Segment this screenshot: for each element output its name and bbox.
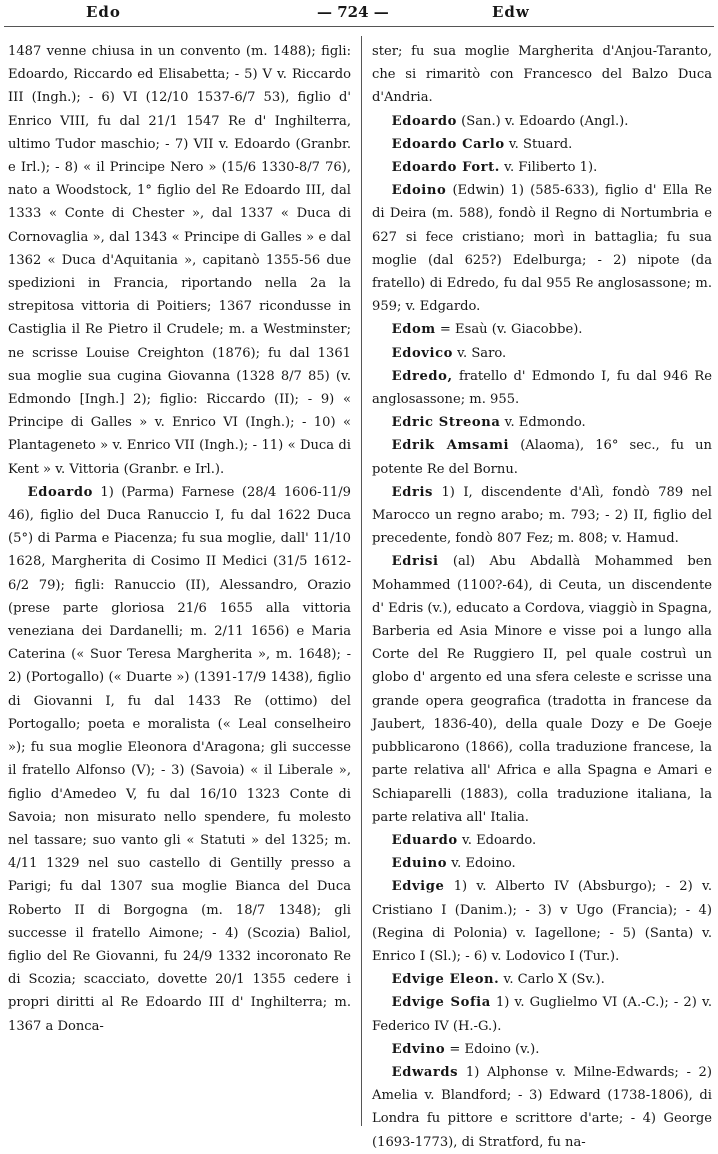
dictionary-entry (372, 411, 712, 434)
dictionary-entry (372, 875, 712, 968)
entry-headword: Edoardo Fort. (391, 160, 500, 176)
header-divider (4, 26, 714, 27)
entry-text: 1) v. Guglielmo VI (A.-C.); - 2) v. Federico IV (H.-G.). (372, 995, 712, 1034)
entry-headword: Edoardo (391, 113, 457, 129)
entry-text: v. Stuard. (504, 136, 573, 152)
entry-text: 1) v. Alberto IV (Absburgo); - 2) v. Cristiano I (Danim.); - 3) v Ugo (Francia); - 4) (Regina di Polonia) v. Iagellone; - 5) (Santa) v. Enrico I (Sl.); - 6) v. Lodovico I (Tur.). (372, 879, 712, 964)
entry-headword: Edvige Eleon. (391, 972, 500, 988)
dictionary-entry (372, 156, 712, 179)
entry-text: 1) I, discendente d'Alì, fondò 789 nel Marocco un regno arabo; m. 793; - 2) II, figlio del precedente, fondò 807 Fez; m. 808; v. Hamud. (372, 484, 712, 547)
entry-text: v. Edoino. (447, 856, 516, 872)
entry-text: 1487 venne chiusa in un convento (m. 1488); figli: Edoardo, Riccardo ed Elisabetta; - 5) V v. Riccardo III (Ingh.); - 6) VI (12/10 1537-6/7 53), figlio d' Enrico VIII, fu dal 21/1 1547 Re d' Inghilterra, ultimo Tudor maschio; - 7) VII v. Edoardo (Granbr. e Irl.); - 8) « il Principe Nero » (15/6 1330-8/7 76), nato a Woodstock, 1° figlio del Re Edoardo III, dal 1333 « Conte di Chester », dal 1337 « Duca di Cornovaglia », dal 1343 « Principe di Galles » e dal 1362 « Duca d'Aquitania », capitanò 1355-56 due spedizioni in Francia, riportando nella 2a la strepitosa vittoria di Poitiers; 1367 ricondusse in Castiglia il Re Pietro il Crudele; m. a Westminster; ne scrisse Louise Creighton (1876); fu dal 1361 sua moglie sua cugina Giovanna (1328 8/7 85) (v. Edmondo [Ingh.] 2); figlio: Riccardo (II); - 9) « Principe di Galles » v. Enrico VI (Ingh.); - 10) « Plantageneto » v. Enrico VII (Ingh.); - 11) « Duca di Kent » v. Vittoria (Granbr. e Irl.). (8, 44, 351, 477)
entry-headword: Edoardo Carlo (391, 136, 505, 152)
entry-headword: Edoino (391, 183, 447, 199)
dictionary-entry (372, 968, 712, 991)
dictionary-entry (372, 110, 712, 133)
entry-headword: Eduino (391, 856, 448, 872)
entry-headword: Edris (391, 484, 434, 500)
right-column (372, 40, 712, 1154)
entry-text: 1) (Parma) Farnese (28/4 1606-11/9 46), figlio del Duca Ranuccio I, fu dal 1622 Duca (5°) di Parma e Piacenza; fu sua moglie, dall' 11/10 1628, Margherita di Cosimo II Medici (31/5 1612-6/2 79); figli: Ranuccio (II), Alessandro, Orazio (prese parte gloriosa 21/6 1655 alla vittoria veneziana dei Dardanelli; m. 2/11 1656) e Maria Caterina (« Suor Teresa Margherita », m. 1648); - 2) (Portogallo) (« Duarte ») (1391-17/9 1438), figlio di Giovanni I, fu dal 1433 Re (ottimo) del Portogallo; poeta e moralista (« Leal conselheiro »); fu sua moglie Eleonora d'Aragona; gli successe il fratello Alfonso (V); - 3) (Savoia) « il Liberale », figlio d'Amedeo V, fu dal 16/10 1323 Conte di Savoia; non misurato nello spendere, fu molesto nel tassare; suo vanto gli « Statuti » del 1325; m. 4/11 1329 nel suo castello di Gentilly presso a Parigi; fu dal 1307 sua moglie Bianca del Duca Roberto II di Borgogna (m. 18/7 1348); gli successe il fratello Aimone; - 4) (Scozia) Baliol, figlio del Re Giovanni, fu 24/9 1332 incoronato Re di Scozia; scacciato, dovette 20/1 1355 cedere i propri diritti al Re Edoardo III d' Inghilterra; m. 1367 a Donca- (8, 484, 351, 1034)
entry-text: v. Filiberto 1). (499, 160, 598, 176)
entry-headword: Edredo, (391, 368, 453, 384)
entry-headword: Eduardo (391, 832, 458, 848)
entry-text: ster; fu sua moglie Margherita d'Anjou-Taranto, che si rimaritò con Francesco del Balzo Duca d'Andria. (372, 44, 712, 106)
dictionary-entry (372, 434, 712, 480)
dictionary-entry (372, 318, 712, 341)
entry-headword: Edvino (391, 1041, 446, 1057)
entry-headword: Edwards (391, 1064, 459, 1080)
entry-headword: Edovico (391, 345, 453, 361)
entry-text: (San.) v. Edoardo (Angl.). (456, 113, 629, 129)
dictionary-entry (372, 481, 712, 551)
dictionary-entry (372, 852, 712, 875)
entry-text: 1) Alphonse v. Milne-Edwards; - 2) Amelia v. Blandford; - 3) Edward (1738-1806), di Londra fu pittore e scrittore d'arte; - 4) George (1693-1773), di Stratford, fu na- (372, 1064, 712, 1150)
dictionary-entry (372, 829, 712, 852)
entry-text: v. Saro. (453, 345, 507, 361)
entry-text: (al) Abu Abdallà Mohammed ben Mohammed (1100?-64), di Ceuta, un discendente d' Edris (v.), educato a Cordova, viaggiò in Spagna, Barberia ed Asia Minore e visse poi a lungo alla Corte del Re Ruggiero II, pel quale costruì un globo d' argento ed una sfera celeste e scrisse una grande opera geografica (tradotta in francese da Jaubert, 1836-40), della quale Dozy e De Goeje pubblicarono (1866), colla traduzione francese, la parte relativa all' Africa e alla Spagna e Amari e Schiaparelli (1883), colla traduzione italiana, la parte relativa all' Italia. (372, 554, 713, 825)
entry-headword: Edrik Amsami (391, 438, 510, 454)
dictionary-entry (372, 550, 712, 828)
dictionary-entry (372, 179, 712, 318)
dictionary-entry (8, 481, 351, 1038)
left-column (8, 40, 351, 1038)
dictionary-entry (372, 1038, 712, 1061)
entry-headword: Edric Streona (391, 415, 501, 431)
entry-headword: Edoardo (27, 484, 93, 500)
entry-text: (Edwin) 1) (585-633), figlio d' Ella Re di Deira (m. 588), fondò il Regno di Nortumbria e 627 si fece cristiano; morì in battaglia; fu sua moglie (dal 625?) Edelburga; - 2) nipote (da fratello) di Edredo, fu dal 955 Re anglosassone; m. 959; v. Edgardo. (372, 183, 712, 315)
entry-text: = Esaù (v. Giacobbe). (435, 322, 583, 338)
entry-text: = Edoino (v.). (445, 1041, 540, 1057)
dictionary-entry (372, 40, 712, 110)
dictionary-entry (372, 133, 712, 156)
running-header (0, 0, 718, 26)
dictionary-entry (372, 365, 712, 411)
entry-headword: Edrisi (391, 554, 439, 570)
entry-text: v. Edmondo. (500, 415, 586, 431)
entry-text: (Alaoma), 16° sec., fu un potente Re del Bornu. (372, 438, 712, 477)
dictionary-entry (372, 1061, 712, 1154)
entry-text: v. Carlo X (Sv.). (499, 972, 605, 988)
entry-headword: Edom (391, 322, 436, 338)
entry-text: fratello d' Edmondo I, fu dal 946 Re anglosassone; m. 955. (372, 368, 712, 408)
dictionary-entry (8, 40, 351, 481)
page-number: — 724 — (317, 3, 389, 21)
entry-text: v. Edoardo. (457, 832, 537, 848)
entry-headword: Edvige (391, 879, 445, 895)
column-rule (361, 36, 362, 1126)
dictionary-entry (372, 991, 712, 1037)
dictionary-entry (372, 342, 712, 365)
right-running-head: Edw (492, 3, 530, 21)
left-running-head: Edo (86, 3, 121, 21)
entry-headword: Edvige Sofia (391, 995, 491, 1011)
